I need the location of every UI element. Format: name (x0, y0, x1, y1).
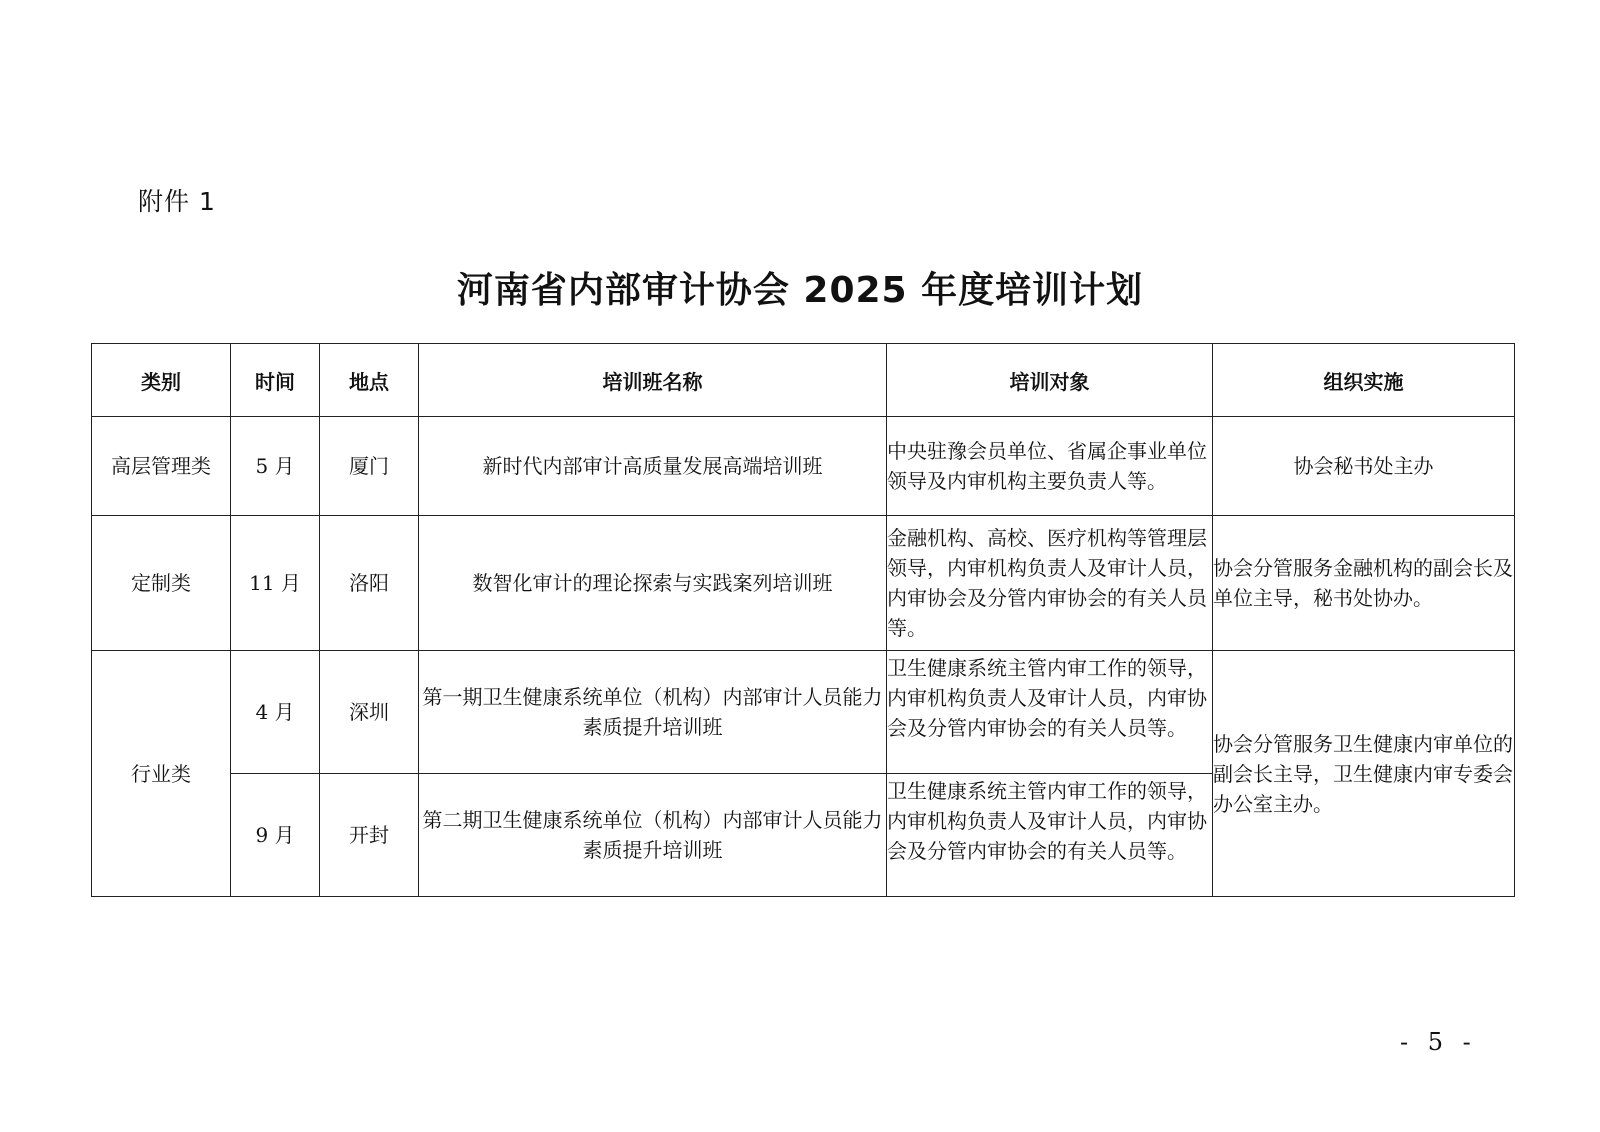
cell-target: 卫生健康系统主管内审工作的领导，内审机构负责人及审计人员，内审协会及分管内审协会的有关人员等。 (887, 774, 1213, 897)
header-location: 地点 (320, 344, 419, 417)
table-header-row (92, 344, 1515, 417)
page-title: 河南省内部审计协会 2025 年度培训计划 (456, 270, 1144, 311)
cell-location: 深圳 (320, 651, 419, 774)
cell-target: 卫生健康系统主管内审工作的领导，内审机构负责人及审计人员，内审协会及分管内审协会的有关人员等。 (887, 651, 1213, 774)
cell-course-name: 第一期卫生健康系统单位（机构）内部审计人员能力素质提升培训班 (419, 651, 887, 774)
cell-category: 行业类 (92, 651, 231, 897)
cell-location: 开封 (320, 774, 419, 897)
table-row (92, 417, 1515, 516)
cell-time: 5 月 (231, 417, 320, 516)
cell-organizer: 协会分管服务卫生健康内审单位的副会长主导，卫生健康内审专委会办公室主办。 (1213, 651, 1515, 897)
cell-time: 11 月 (231, 516, 320, 651)
page-number: - 5 - (1400, 1028, 1477, 1056)
table-row (92, 651, 1515, 774)
header-organizer: 组织实施 (1213, 344, 1515, 417)
cell-category: 高层管理类 (92, 417, 231, 516)
cell-organizer: 协会分管服务金融机构的副会长及单位主导，秘书处协办。 (1213, 516, 1515, 651)
cell-organizer: 协会秘书处主办 (1213, 417, 1515, 516)
header-target: 培训对象 (887, 344, 1213, 417)
cell-target: 金融机构、高校、医疗机构等管理层领导，内审机构负责人及审计人员，内审协会及分管内审协会的有关人员等。 (887, 516, 1213, 651)
cell-course-name: 数智化审计的理论探索与实践案列培训班 (419, 516, 887, 651)
cell-target: 中央驻豫会员单位、省属企事业单位领导及内审机构主要负责人等。 (887, 417, 1213, 516)
attachment-label: 附件 1 (138, 187, 216, 216)
cell-category: 定制类 (92, 516, 231, 651)
cell-course-name: 新时代内部审计高质量发展高端培训班 (419, 417, 887, 516)
cell-location: 厦门 (320, 417, 419, 516)
cell-time: 4 月 (231, 651, 320, 774)
cell-location: 洛阳 (320, 516, 419, 651)
cell-time: 9 月 (231, 774, 320, 897)
cell-course-name: 第二期卫生健康系统单位（机构）内部审计人员能力素质提升培训班 (419, 774, 887, 897)
header-time: 时间 (231, 344, 320, 417)
training-plan-table (91, 343, 1515, 897)
header-category: 类别 (92, 344, 231, 417)
header-course-name: 培训班名称 (419, 344, 887, 417)
table-row (92, 516, 1515, 651)
